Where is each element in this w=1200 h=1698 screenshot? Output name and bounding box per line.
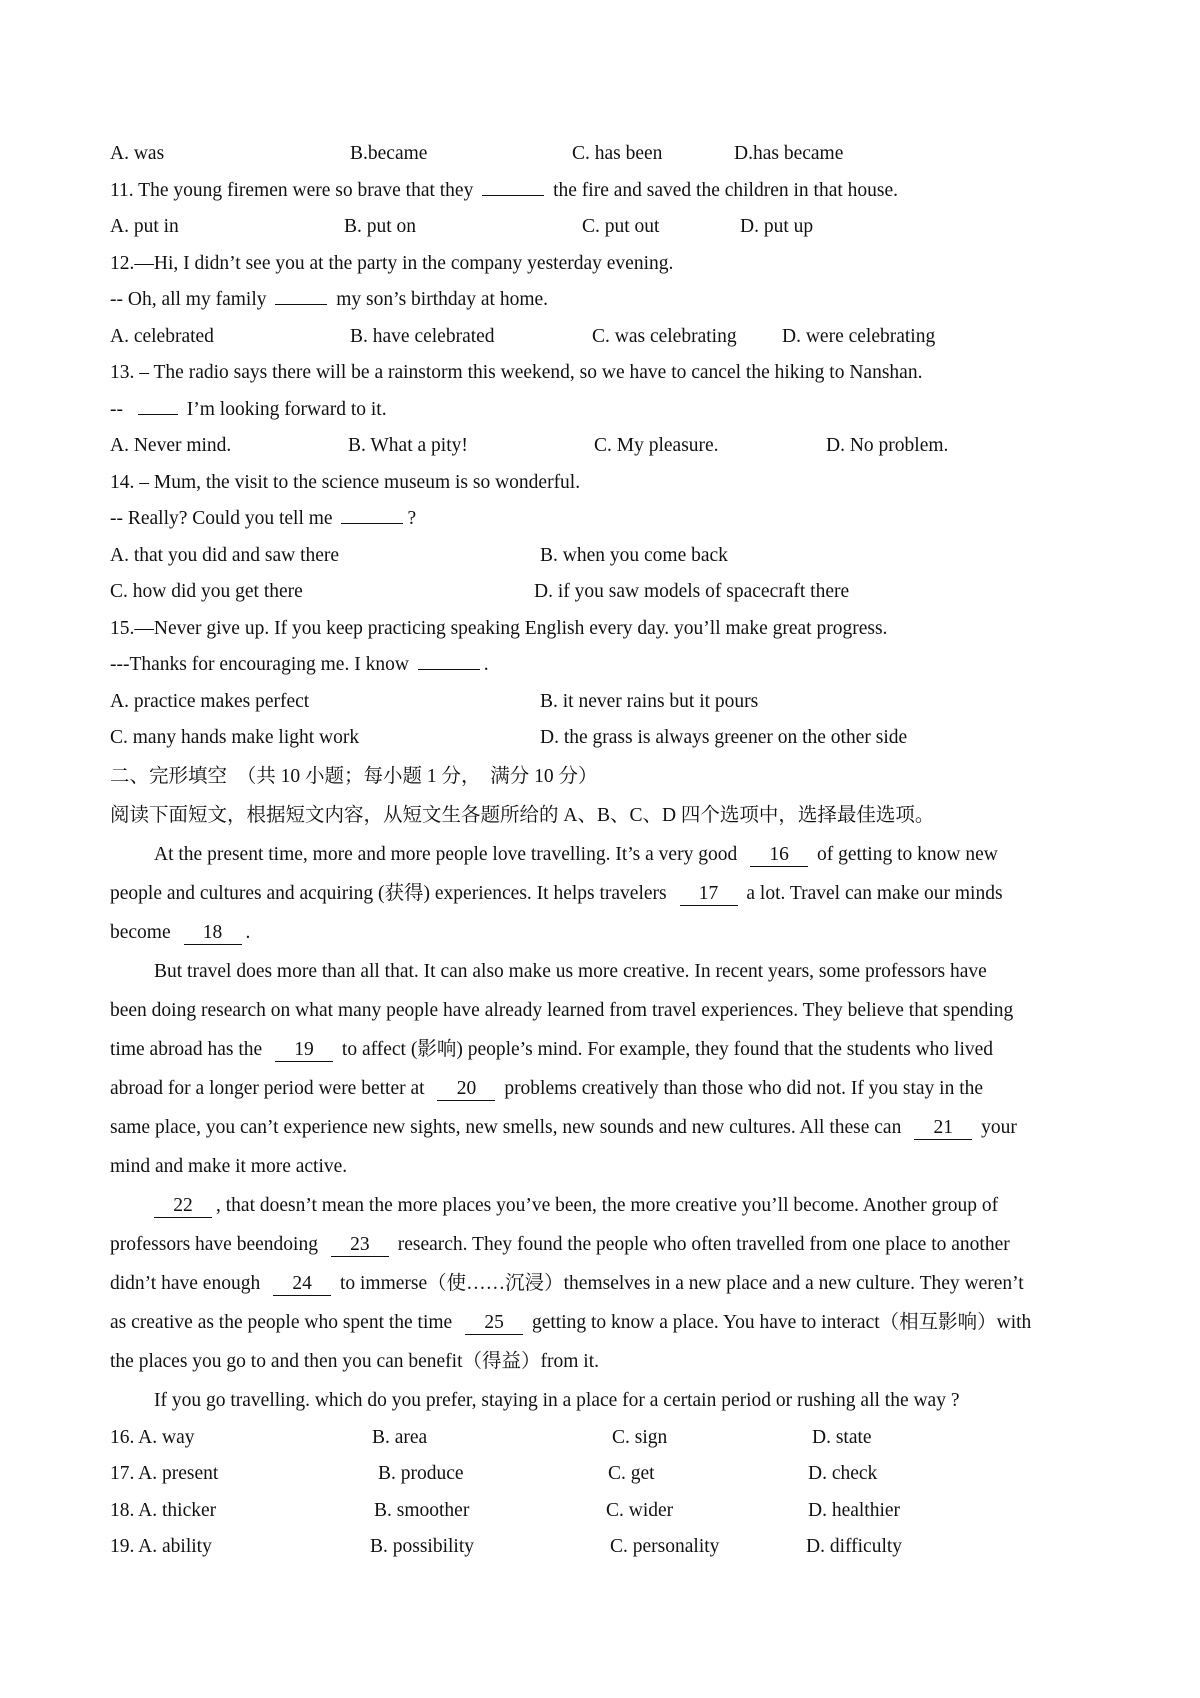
q14-stem-pre: -- Really? Could you tell me xyxy=(110,508,333,529)
passage-text: getting to know a place. You have to interact（相互影响）with xyxy=(531,1311,1032,1333)
cloze-option: D. check xyxy=(808,1463,878,1484)
q12-option-b: B. have celebrated xyxy=(350,325,495,347)
passage-text: your xyxy=(981,1116,1017,1138)
q14-blank xyxy=(341,523,403,524)
cloze-q17-options xyxy=(110,1456,1100,1493)
cloze-option: 17. A. present xyxy=(110,1463,219,1484)
passage-p3-line1 xyxy=(110,1186,1100,1225)
q10-option-a: A. was xyxy=(110,143,165,164)
passage-text: as creative as the people who spent the time xyxy=(110,1311,453,1333)
q15-line1: 15.—Never give up. If you keep practicing speaking English every day. you’ll make great progress. xyxy=(110,617,888,639)
q15-option-b: B. it never rains but it pours xyxy=(540,690,759,712)
q12-blank xyxy=(275,304,327,305)
passage-text: a lot. Travel can make our minds xyxy=(746,882,1003,904)
passage-p2-line1: But travel does more than all that. It can also make us more creative. In recent years, some professors have xyxy=(154,960,987,982)
cloze-option: C. get xyxy=(608,1463,655,1484)
passage-text: to immerse（使……沉浸）themselves in a new place and a new culture. They weren’t xyxy=(339,1272,1024,1294)
q12-option-a: A. celebrated xyxy=(110,325,214,347)
q14-stem xyxy=(110,501,1100,538)
q12-option-c: C. was celebrating xyxy=(592,325,737,347)
cloze-option: C. wider xyxy=(606,1499,674,1521)
cloze-option: C. personality xyxy=(610,1536,720,1557)
q14-options-cd xyxy=(110,574,1100,611)
cloze-option: D. state xyxy=(812,1426,872,1448)
passage-text: At the present time, more and more people love travelling. It’s a very good xyxy=(154,843,738,865)
q15-option-c: C. many hands make light work xyxy=(110,727,360,748)
q11-option-c: C. put out xyxy=(582,216,660,237)
passage-p3-line4 xyxy=(110,1303,1100,1342)
q15-option-a: A. practice makes perfect xyxy=(110,690,310,712)
q14-option-b: B. when you come back xyxy=(540,544,728,566)
q13-line1: 13. – The radio says there will be a rainstorm this weekend, so we have to cancel the hiking to Nanshan. xyxy=(110,362,923,383)
q13-option-a: A. Never mind. xyxy=(110,435,232,456)
q14-option-c: C. how did you get there xyxy=(110,581,303,602)
exam-page xyxy=(110,136,1100,1566)
q10-option-b: B.became xyxy=(350,143,428,164)
cloze-q18-options xyxy=(110,1493,1100,1530)
passage xyxy=(110,835,1100,1420)
blank-21: 21 xyxy=(914,1117,972,1140)
q10-option-d: D.has became xyxy=(734,143,844,164)
blank-20: 20 xyxy=(437,1078,495,1101)
q11-stem-post: the fire and saved the children in that house. xyxy=(553,179,899,201)
q13-stem xyxy=(110,392,1100,429)
cloze-option: 16. A. way xyxy=(110,1426,195,1448)
blank-22: 22 xyxy=(154,1195,212,1218)
blank-25: 25 xyxy=(465,1312,523,1335)
q13-option-c: C. My pleasure. xyxy=(594,435,719,456)
passage-p4: If you go travelling. which do you prefer, staying in a place for a certain period or rushing all the way ? xyxy=(154,1389,960,1411)
blank-24: 24 xyxy=(273,1273,331,1296)
passage-text: of getting to know new xyxy=(816,843,998,865)
passage-p2-line6: mind and make it more active. xyxy=(110,1155,348,1177)
q10-option-c: C. has been xyxy=(572,143,663,164)
q12-stem xyxy=(110,282,1100,319)
q13-options xyxy=(110,428,1100,465)
q15-options-cd xyxy=(110,720,1100,757)
q11-option-a: A. put in xyxy=(110,216,179,237)
passage-text: problems creatively than those who did not. If you stay in the xyxy=(504,1077,984,1099)
cloze-option: B. smoother xyxy=(374,1499,470,1521)
q11-stem xyxy=(110,173,1100,210)
passage-p3-line5: the places you go to and then you can benefit（得益）from it. xyxy=(110,1350,600,1372)
q12-option-d: D. were celebrating xyxy=(782,325,936,347)
cloze-option: B. produce xyxy=(378,1463,464,1484)
passage-p1-line2 xyxy=(110,874,1100,913)
q12-stem-pre: -- Oh, all my family xyxy=(110,289,267,310)
passage-text: people and cultures and acquiring (获得) experiences. It helps travelers xyxy=(110,882,667,904)
passage-p3-line3 xyxy=(110,1264,1100,1303)
passage-p3-line2 xyxy=(110,1225,1100,1264)
q15-blank xyxy=(418,669,480,670)
blank-18: 18 xyxy=(184,922,242,945)
q12-options xyxy=(110,319,1100,356)
passage-p2-line4 xyxy=(110,1069,1100,1108)
q12-stem-post: my son’s birthday at home. xyxy=(336,289,549,310)
section2-title: 二、完形填空 （共 10 小题；每小题 1 分， 满分 10 分） xyxy=(110,765,598,787)
passage-text: same place, you can’t experience new sights, new smells, new sounds and new cultures. All these can xyxy=(110,1116,902,1138)
passage-text: become xyxy=(110,921,171,943)
passage-p2-line2: been doing research on what many people have already learned from travel experiences. They believe that spending xyxy=(110,999,1014,1021)
passage-text: didn’t have enough xyxy=(110,1272,261,1294)
q14-stem-post: ? xyxy=(407,508,417,529)
q13-stem-pre: -- xyxy=(110,398,123,420)
q13-stem-post: I’m looking forward to it. xyxy=(186,398,387,420)
q15-stem-pre: ---Thanks for encouraging me. I know xyxy=(110,654,409,675)
passage-text: professors have beendoing xyxy=(110,1233,318,1255)
blank-19: 19 xyxy=(275,1039,333,1062)
passage-text: to affect (影响) people’s mind. For example, they found that the students who lived xyxy=(341,1038,994,1060)
cloze-option: B. possibility xyxy=(370,1536,475,1557)
q12-line1: 12.—Hi, I didn’t see you at the party in the company yesterday evening. xyxy=(110,252,674,274)
section2-instruction: 阅读下面短文，根据短文内容，从短文生各题所给的 A、B、C、D 四个选项中，选择最佳选项。 xyxy=(110,804,935,826)
blank-17: 17 xyxy=(680,883,738,906)
q15-options-ab xyxy=(110,684,1100,721)
q14-line1: 14. – Mum, the visit to the science museum is so wonderful. xyxy=(110,471,581,493)
q15-stem xyxy=(110,647,1100,684)
q14-option-d: D. if you saw models of spacecraft there xyxy=(534,581,850,602)
passage-p1-line1 xyxy=(110,835,1100,874)
q14-option-a: A. that you did and saw there xyxy=(110,544,340,566)
cloze-option: B. area xyxy=(372,1426,428,1448)
q13-option-d: D. No problem. xyxy=(826,435,949,456)
cloze-option: 18. A. thicker xyxy=(110,1499,217,1521)
passage-text: time abroad has the xyxy=(110,1038,263,1060)
passage-p1-line3 xyxy=(110,913,1100,952)
q15-option-d: D. the grass is always greener on the other side xyxy=(540,727,908,748)
blank-23: 23 xyxy=(331,1234,389,1257)
passage-text: research. They found the people who often travelled from one place to another xyxy=(397,1233,1010,1255)
q11-options xyxy=(110,209,1100,246)
cloze-option: D. healthier xyxy=(808,1499,901,1521)
passage-text: . xyxy=(245,921,251,943)
q15-stem-post: . xyxy=(483,654,489,675)
q13-blank xyxy=(138,414,178,415)
cloze-q16-options xyxy=(110,1420,1100,1457)
q11-stem-pre: 11. The young firemen were so brave that they xyxy=(110,179,474,201)
q11-option-d: D. put up xyxy=(740,216,814,237)
q13-option-b: B. What a pity! xyxy=(348,435,468,456)
q11-blank xyxy=(482,195,544,196)
cloze-option: 19. A. ability xyxy=(110,1536,212,1557)
passage-p2-line5 xyxy=(110,1108,1100,1147)
passage-text: , that doesn’t mean the more places you’ve been, the more creative you’ll become. Another group of xyxy=(216,1194,999,1216)
cloze-q19-options xyxy=(110,1529,1100,1566)
cloze-option: D. difficulty xyxy=(806,1536,903,1557)
passage-p2-line3 xyxy=(110,1030,1100,1069)
cloze-option: C. sign xyxy=(612,1426,668,1448)
q11-option-b: B. put on xyxy=(344,216,417,237)
q14-options-ab xyxy=(110,538,1100,575)
q10-options xyxy=(110,136,1100,173)
passage-text: abroad for a longer period were better at xyxy=(110,1077,425,1099)
blank-16: 16 xyxy=(750,844,808,867)
